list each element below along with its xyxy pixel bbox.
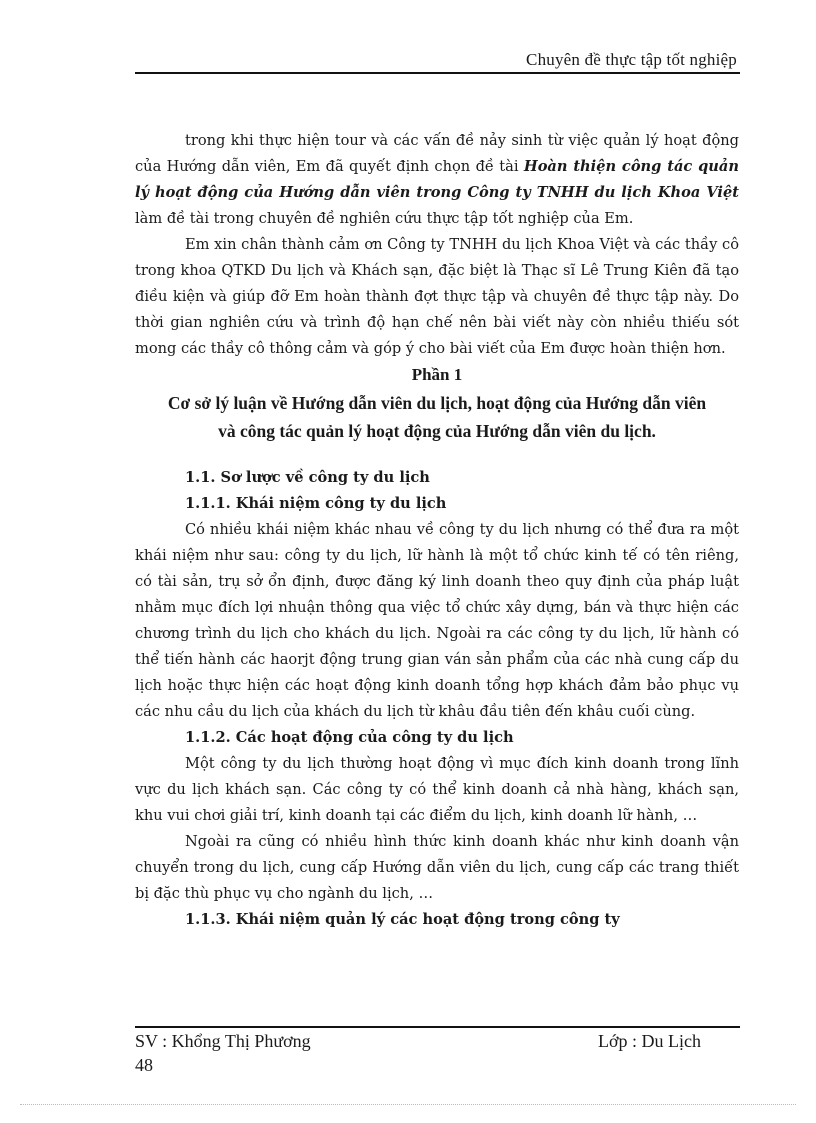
thesis-title-emphasis: Hoàn thiện công tác quản lý hoạt động của Hướng dẫn viên trong Công ty TNHH du lịch Khoa Việt <box>135 158 739 201</box>
paragraph-other-business: Ngoài ra cũng có nhiều hình thức kinh doanh khác như kinh doanh vận chuyển trong du lịch, cung cấp Hướng dẫn viên du lịch, cung cấp các trang thiết bị đặc thù phục vụ cho ngành du lịch, … <box>135 833 739 902</box>
paragraph-text: trong khi thực hiện tour và các vấn đề nảy sinh từ việc quản lý hoạt động của Hướng dẫn viên, Em đã quyết định chọn đề tài <box>135 132 739 175</box>
part-title-line: và công tác quản lý hoạt động của Hướng dẫn viên du lịch. <box>218 421 656 441</box>
footer-class: Lớp : Du Lịch <box>598 1031 701 1051</box>
page-number: 48 <box>135 1055 153 1075</box>
page-bottom-border <box>20 1104 796 1105</box>
footer-student-name: SV : Khổng Thị Phương <box>135 1031 311 1051</box>
paragraph-acknowledgement: Em xin chân thành cảm ơn Công ty TNHH du lịch Khoa Việt và các thầy cô trong khoa QTKD Du lịch và Khách sạn, đặc biệt là Thạc sĩ Lê Trung Kiên đã tạo điều kiện và giúp đỡ Em hoàn thành đợt thực tập và chuyên đề thực tập này. Do thời gian nghiên cứu và trình độ hạn chế nên bài viết này còn nhiều thiếu sót mong các thầy cô thông cảm và góp ý cho bài viết của Em được hoàn thiện hơn. <box>135 236 739 357</box>
document-header-title: Chuyên đề thực tập tốt nghiệp <box>526 50 737 69</box>
part-title-line: Cơ sở lý luận về Hướng dẫn viên du lịch, hoạt động của Hướng dẫn viên <box>167 393 707 413</box>
header-divider <box>135 72 740 74</box>
paragraph-text: làm đề tài trong chuyên đề nghiên cứu thực tập tốt nghiệp của Em. <box>135 210 634 227</box>
part-label: Phần 1 <box>411 365 463 384</box>
section-heading-1-1-3: 1.1.3. Khái niệm quản lý các hoạt động trong công ty <box>185 911 620 928</box>
paragraph-company-activities: Một công ty du lịch thường hoạt động vì mục đích kinh doanh trong lĩnh vực du lịch khách sạn. Các công ty có thể kinh doanh cả nhà hàng, khách sạn, khu vui chơi giải trí, kinh doanh tại các điểm du lịch, kinh doanh lữ hành, … <box>135 755 739 824</box>
section-heading-1-1: 1.1. Sơ lược về công ty du lịch <box>185 469 430 486</box>
part-title <box>135 389 739 445</box>
paragraph-company-definition: Có nhiều khái niệm khác nhau về công ty du lịch nhưng có thể đưa ra một khái niệm như sau: công ty du lịch, lữ hành là một tổ chức kinh tế có tên riêng, có tài sản, trụ sở ổn định, được đăng ký linh doanh theo quy định của pháp luật nhằm mục đích lợi nhuận thông qua việc tổ chức xây dựng, bán và thực hiện các chương trình du lịch cho khách du lịch. Ngoài ra các công ty du lịch, lữ hành có thể tiến hành các haorjt động trung gian ván sản phẩm của các nhà cung cấp du lịch hoặc thực hiện các hoạt động kinh doanh tổng hợp khách đảm bảo phục vụ các nhu cầu du lịch của khách du lịch từ khâu đầu tiên đến khâu cuối cùng. <box>135 521 739 720</box>
paragraph-topic-choice <box>135 128 739 232</box>
footer-divider <box>135 1026 740 1028</box>
section-heading-1-1-2: 1.1.2. Các hoạt động của công ty du lịch <box>185 729 514 746</box>
document-body <box>135 128 739 933</box>
section-heading-1-1-1: 1.1.1. Khái niệm công ty du lịch <box>185 495 447 512</box>
